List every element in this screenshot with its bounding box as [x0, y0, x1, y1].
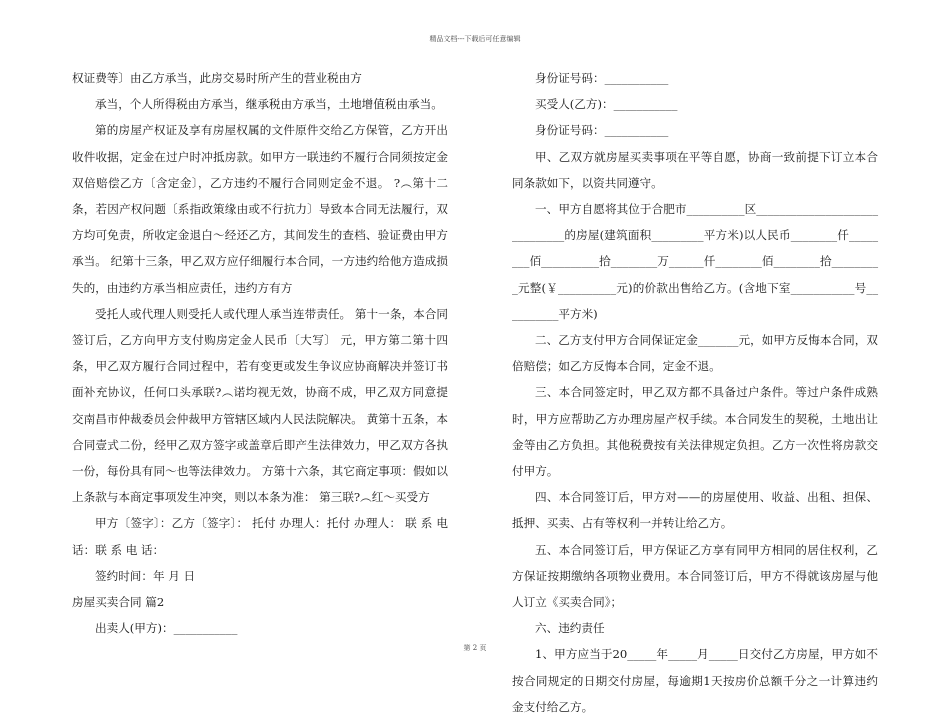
signature-line: 甲方〔签字〕：乙方〔签字〕： 托付 办理人：托付 办理人： 联 系 电话：联 系 电 话：: [72, 516, 448, 557]
id-number-field: 身份证号码：___________: [535, 123, 669, 138]
paragraph: 甲、乙双方就房屋买卖事项在平等自愿，协商一致前提下订立本合同条款如下，以资共同遵守。: [512, 149, 878, 190]
clause: 五、本合同签订后，甲方保证乙方享有同甲方相同的居住权利，乙方保证按期缴纳各项物业费用。本合同签订后，甲方不得就该房屋与他人订立《买卖合同》；: [512, 542, 878, 610]
right-column: [512, 65, 878, 720]
paragraph: 承当，个人所得税由方承当，继承税由方承当，土地增值税由承当。: [95, 97, 443, 112]
id-number-field: 身份证号码：___________: [535, 71, 669, 85]
paragraph: 权证费等〕由乙方承当，此房交易时所产生的营业税由方: [72, 71, 362, 85]
seller-field: 出卖人(甲方)：___________: [95, 621, 238, 636]
page-header: 精品文档---下载后可任意编辑: [429, 35, 521, 43]
page-number: 第 2 页: [463, 644, 487, 652]
paragraph: 第的房屋产权证及享有房屋权属的文件原件交给乙方保管，乙方开出收件收据，定金在过户时冲抵房款。如甲方一联违约不履行合同须按定金双倍赔偿乙方〔含定金〕，乙方违约不履行合同则定金不退。 ?︵第十二条，若因产权问题〔系指政策缘由或不行抗力〕导致本合同无法履行，双方均可免责，所收定金退白〜经还乙方，其间发生的查档、验证费由甲方承当。 纪第十三条，甲乙双方应仔细履行本合同，一方违约给他方造成损失的，由违约方承当相应责任，违约方有方: [72, 123, 448, 295]
clause: 四、本合同签订后，甲方对——的房屋使用、收益、出租、担保、抵押、买卖、占有等权利一并转让给乙方。: [512, 490, 878, 531]
section-title: 房屋买卖合同 篇2: [72, 595, 165, 610]
clause: 三、本合同签定时，甲乙双方都不具备过户条件。等过户条件成熟时，甲方应帮助乙方办理房屋产权手续。本合同发生的契税，土地出让金等由乙方负担。其他税费按有关法律规定负担。乙方一次性将房款交付甲方。: [512, 385, 878, 479]
paragraph: 受托人或代理人则受托人或代理人承当连带责任。 第十一条，本合同签订后，乙方向甲方支付购房定金人民币〔大写〕 元，甲方第二第十四条，甲乙双方履行合同过程中，若有变更或发生争议应协商解决并签订书面补充协议，任何口头承联?︵诺均视无效，协商不成，甲乙双方同意提交南昌市仲裁委员会仲裁甲方管辖区域内人民法院解决。 黄第十五条，本合同壹式二份，经甲乙双方签字或盖章后即产生法律效力，甲乙双方各执一份，每份具有同〜也等法律效力。 方第十六条，其它商定事项：假如以上条款与本商定事项发生冲突，则以本条为准： 第三联?︵红〜买受方: [72, 306, 448, 505]
clause: 1、甲方应当于20_____年_____月_____日交付乙方房屋，甲方如不按合同规定的日期交付房屋，每逾期1天按房价总额千分之一计算违约金支付给乙方。: [512, 647, 878, 714]
section-heading: 六、违约责任: [535, 621, 605, 636]
left-column: [72, 65, 448, 641]
signing-date: 签约时间：年 月 日: [95, 568, 196, 583]
clause: 一、甲方自愿将其位于合肥市__________区______________________________的房屋(建筑面积_________平方米)以人民币________仟________佰__________拾________万______仟________佰________拾_________元整(￥__________元)的价款出售给乙方。(含地下室___________号__________平方米): [512, 202, 878, 321]
clause: 二、乙方支付甲方合同保证定金_______元，如甲方反悔本合同，双倍赔偿；如乙方反悔本合同，定金不退。: [512, 333, 878, 374]
buyer-field: 买受人(乙方)：___________: [535, 97, 678, 112]
